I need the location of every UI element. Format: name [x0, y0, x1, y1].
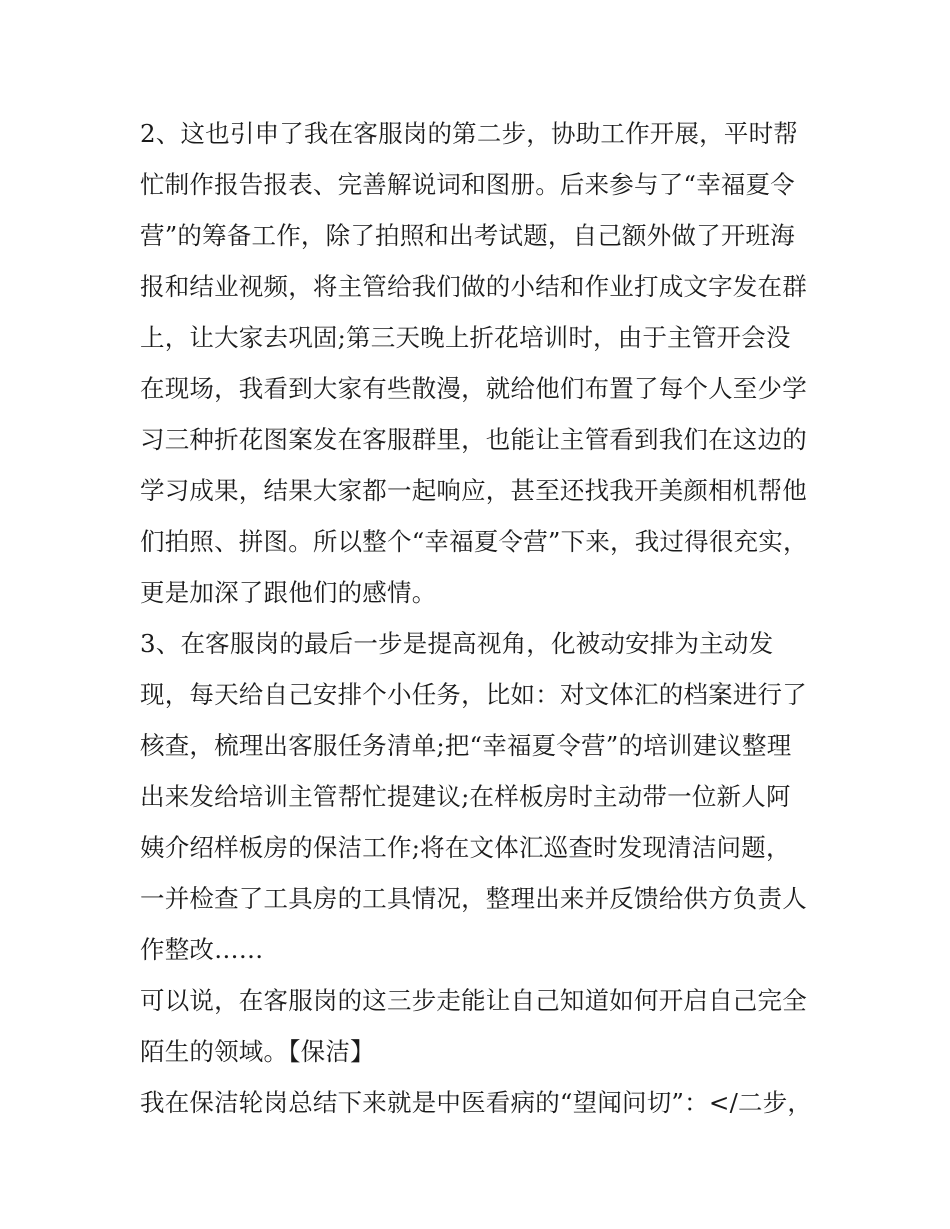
document-body	[140, 108, 820, 1128]
text-line: 营”的筹备工作，除了拍照和出考试题，自己额外做了开班海	[140, 221, 795, 250]
text-line: 可以说，在客服岗的这三步走能让自己知道如何开启自己完全	[140, 986, 807, 1015]
text-line: 忙制作报告报表、完善解说词和图册。后来参与了“幸福夏令	[140, 170, 795, 199]
text-line: 现，每天给自己安排个小任务，比如：对文体汇的档案进行了	[140, 680, 807, 709]
text-line: 我在保洁轮岗总结下来就是中医看病的“望闻问切”：</二步，	[140, 1088, 813, 1117]
text-line: 在现场，我看到大家有些散漫，就给他们布置了每个人至少学	[140, 374, 807, 403]
text-line: 们拍照、拼图。所以整个“幸福夏令营”下来，我过得很充实，	[140, 527, 808, 556]
text-line: 上，让大家去巩固;第三天晚上折花培训时，由于主管开会没	[140, 323, 791, 352]
text-line: 更是加深了跟他们的感情。	[140, 578, 437, 607]
text-line: 一并检查了工具房的工具情况，整理出来并反馈给供方负责人	[140, 884, 807, 913]
text-line: 学习成果，结果大家都一起响应，甚至还找我开美颜相机帮他	[140, 476, 807, 505]
text-line: 2、这也引申了我在客服岗的第二步，协助工作开展，平时帮	[140, 119, 798, 148]
text-line: 习三种折花图案发在客服群里，也能让主管看到我们在这边的	[140, 425, 807, 454]
text-line: 报和结业视频，将主管给我们做的小结和作业打成文字发在群	[140, 272, 807, 301]
text-line: 3、在客服岗的最后一步是提高视角，化被动安排为主动发	[140, 629, 774, 658]
text-line: 核查，梳理出客服任务清单;把“幸福夏令营”的培训建议整理	[140, 731, 792, 760]
text-line: 陌生的领域。【保洁】	[140, 1037, 375, 1066]
text-line: 出来发给培训主管帮忙提建议;在样板房时主动带一位新人阿	[140, 782, 791, 811]
text-line: 作整改……	[140, 935, 264, 964]
text-line: 姨介绍样板房的保洁工作;将在文体汇巡查时发现清洁问题，	[140, 833, 791, 862]
